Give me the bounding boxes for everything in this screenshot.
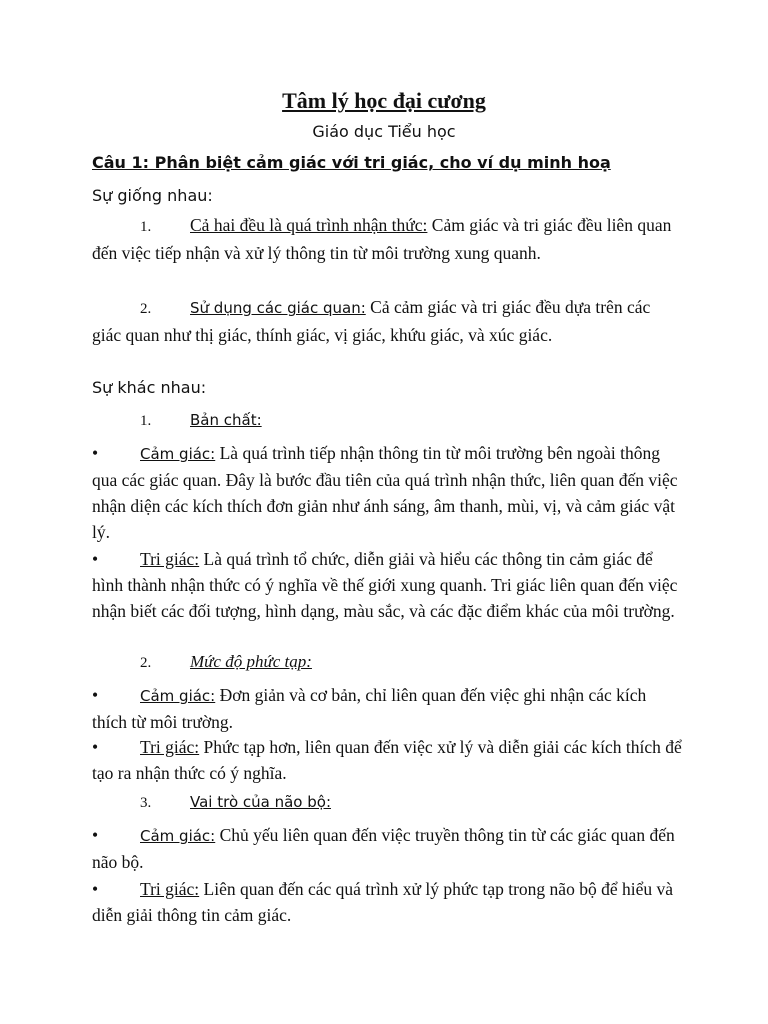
section-heading: Vai trò của não bộ:	[190, 793, 331, 811]
bullet-text: Phức tạp hơn, liên quan đến việc xử lý và diễn giải các kích thích để tạo ra nhận thức có ý nghĩa.	[92, 737, 682, 783]
document-title: Tâm lý học đại cương	[282, 88, 486, 113]
section-heading: Mức độ phức tạp:	[190, 652, 312, 671]
bullet-text: Là quá trình tổ chức, diễn giải và hiểu các thông tin cảm giác để hình thành nhận thức có ý nghĩa về thế giới xung quanh. Tri giác liên quan đến việc nhận biết các đối tượng, hình dạng, màu sắc, và các đặc điểm khác của môi trường.	[92, 549, 678, 621]
similarity-item-2	[92, 294, 682, 348]
bullet-sensation-brain-role	[92, 822, 682, 875]
bullet-perception-brain-role	[92, 876, 682, 928]
bullet-sensation-complexity	[92, 682, 682, 735]
section-number: 3.	[140, 795, 152, 811]
similarities-label: Sự giống nhau:	[92, 186, 213, 205]
differences-label: Sự khác nhau:	[92, 378, 207, 397]
bullet-mark: •	[92, 879, 99, 899]
bullet-sensation-nature	[92, 440, 682, 545]
bullet-text: Đơn giản và cơ bản, chỉ liên quan đến việc ghi nhận các kích thích từ môi trường.	[92, 685, 647, 732]
bullet-term: Cảm giác:	[140, 687, 216, 705]
bullet-mark: •	[92, 443, 99, 463]
bullet-perception-complexity	[92, 734, 682, 786]
bullet-term: Tri giác:	[140, 737, 200, 757]
section-number: 2.	[140, 655, 152, 671]
item-heading: Cả hai đều là quá trình nhận thức:	[190, 215, 428, 235]
similarity-item-1	[92, 212, 682, 266]
bullet-mark: •	[92, 685, 99, 705]
item-heading: Sử dụng các giác quan:	[190, 299, 366, 317]
bullet-text: Là quá trình tiếp nhận thông tin từ môi trường bên ngoài thông qua các giác quan. Đây là bước đầu tiên của quá trình nhận thức, liên quan đến việc nhận diện các kích thích đơn giản như ánh sáng, âm thanh, mùi, vị, và cảm giác vật lý.	[92, 443, 678, 542]
difference-section-1-heading	[92, 410, 262, 430]
bullet-term: Cảm giác:	[140, 827, 216, 845]
bullet-mark: •	[92, 825, 99, 845]
difference-section-2-heading	[92, 652, 312, 672]
item-number: 2.	[140, 301, 152, 317]
section-number: 1.	[140, 413, 152, 429]
bullet-text: Chủ yếu liên quan đến việc truyền thông tin từ các giác quan đến não bộ.	[92, 825, 675, 872]
item-text: Cảm giác và tri giác đều liên quan đến việc tiếp nhận và xử lý thông tin từ môi trường xung quanh.	[92, 215, 672, 263]
bullet-mark: •	[92, 549, 99, 569]
bullet-term: Cảm giác:	[140, 445, 216, 463]
question-heading: Câu 1: Phân biệt cảm giác với tri giác, cho ví dụ minh hoạ	[92, 153, 611, 172]
bullet-term: Tri giác:	[140, 549, 200, 569]
bullet-mark: •	[92, 737, 99, 757]
document-subtitle: Giáo dục Tiểu học	[312, 122, 456, 141]
item-text: Cả cảm giác và tri giác đều dựa trên các giác quan như thị giác, thính giác, vị giác, khứu giác, và xúc giác.	[92, 297, 651, 345]
difference-section-3-heading	[92, 792, 331, 812]
item-number: 1.	[140, 219, 152, 235]
bullet-text: Liên quan đến các quá trình xử lý phức tạp trong não bộ để hiểu và diễn giải thông tin cảm giác.	[92, 879, 673, 925]
bullet-perception-nature	[92, 546, 682, 624]
bullet-term: Tri giác:	[140, 879, 200, 899]
section-heading: Bản chất:	[190, 411, 262, 429]
